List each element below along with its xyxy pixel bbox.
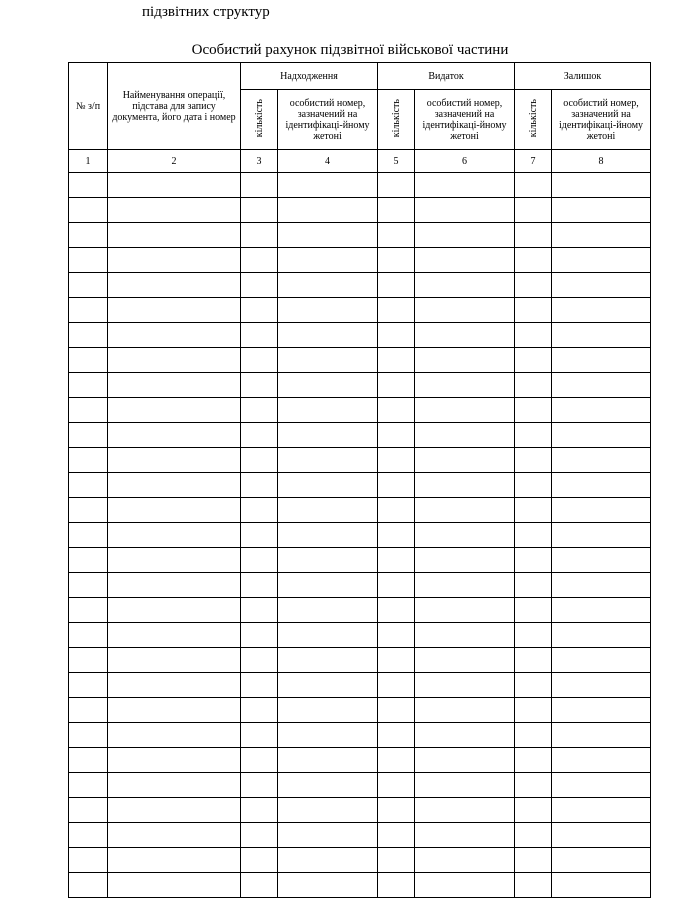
table-cell [415,373,515,398]
table-row [69,198,651,223]
table-cell [69,848,108,873]
table-cell [278,598,378,623]
table-cell [108,398,241,423]
table-cell [552,498,651,523]
table-cell [69,473,108,498]
table-cell [415,748,515,773]
table-cell [415,398,515,423]
table-cell [241,273,278,298]
table-cell [415,298,515,323]
table-cell [378,673,415,698]
table-cell [108,623,241,648]
table-row [69,398,651,423]
document-title: Особистий рахунок підзвітної військової частини [191,42,509,58]
table-cell [69,873,108,898]
table-cell [69,348,108,373]
table-cell [278,448,378,473]
income-quantity-header [241,90,278,150]
expense-number-header [415,90,515,150]
table-cell [552,448,651,473]
column-number: 4 [278,150,378,173]
table-cell [278,423,378,448]
table-cell [108,498,241,523]
column-number-row [69,150,651,173]
table-cell [515,873,552,898]
table-cell [515,198,552,223]
table-row [69,423,651,448]
table-cell [69,498,108,523]
table-row [69,573,651,598]
table-cell [108,648,241,673]
table-cell [552,598,651,623]
table-cell [552,723,651,748]
table-cell [69,598,108,623]
table-cell [69,698,108,723]
table-cell [69,198,108,223]
table-cell [108,848,241,873]
table-cell [378,723,415,748]
table-row [69,273,651,298]
table-cell [108,223,241,248]
table-cell [278,648,378,673]
table-cell [241,773,278,798]
table-row [69,873,651,898]
table-row [69,348,651,373]
table-cell [415,623,515,648]
table-cell [415,523,515,548]
table-row [69,698,651,723]
table-row [69,748,651,773]
table-cell [552,648,651,673]
top-text: підзвітних структур [142,4,270,20]
income-number-label: особистий номер, зазначений на ідентифікаці-йному жетоні [285,97,370,142]
table-cell [278,498,378,523]
table-row [69,648,651,673]
table-cell [69,448,108,473]
table-cell [69,373,108,398]
table-cell [241,873,278,898]
table-cell [69,648,108,673]
table-cell [415,273,515,298]
column-number: 6 [415,150,515,173]
table-cell [378,698,415,723]
table-cell [515,373,552,398]
table-cell [415,598,515,623]
table-row [69,448,651,473]
table-cell [278,273,378,298]
table-cell [69,273,108,298]
table-cell [515,173,552,198]
balance-quantity-label: кількість [527,98,539,138]
table-cell [378,548,415,573]
table-row [69,173,651,198]
table-cell [415,773,515,798]
table-cell [278,323,378,348]
table-cell [69,673,108,698]
table-cell [278,398,378,423]
table-cell [278,373,378,398]
table-cell [241,698,278,723]
table-cell [552,773,651,798]
table-cell [241,323,278,348]
table-cell [515,723,552,748]
group-header-balance: Залишок [515,63,651,90]
table-cell [241,473,278,498]
table-cell [278,248,378,273]
table-row [69,473,651,498]
table-cell [515,273,552,298]
table-cell [552,298,651,323]
table-cell [278,798,378,823]
table-cell [278,348,378,373]
table-cell [108,248,241,273]
table-cell [515,298,552,323]
table-row [69,498,651,523]
table-row [69,823,651,848]
table-cell [552,848,651,873]
table-cell [108,548,241,573]
column-header-operation [108,63,241,150]
table-cell [415,673,515,698]
table-cell [278,773,378,798]
table-cell [108,573,241,598]
column-number: 1 [69,150,108,173]
table-row [69,723,651,748]
table-cell [515,348,552,373]
table-cell [241,173,278,198]
table-cell [415,473,515,498]
table-cell [241,348,278,373]
ledger-body [69,173,651,898]
table-cell [515,223,552,248]
table-cell [278,748,378,773]
table-cell [241,398,278,423]
table-cell [552,873,651,898]
table-cell [278,673,378,698]
table-cell [415,698,515,723]
table-cell [378,373,415,398]
table-cell [108,823,241,848]
table-cell [108,373,241,398]
table-cell [278,848,378,873]
table-cell [378,498,415,523]
expense-quantity-header [378,90,415,150]
table-cell [108,773,241,798]
table-cell [69,173,108,198]
table-cell [415,448,515,473]
table-cell [378,623,415,648]
table-cell [552,673,651,698]
group-header-income: Надходження [241,63,378,90]
table-cell [552,398,651,423]
table-row [69,773,651,798]
table-cell [241,423,278,448]
table-cell [415,823,515,848]
table-cell [415,798,515,823]
table-cell [515,323,552,348]
table-cell [69,223,108,248]
table-cell [69,623,108,648]
group-header-expense: Видаток [378,63,515,90]
table-cell [278,198,378,223]
table-cell [241,598,278,623]
table-cell [552,223,651,248]
table-cell [108,523,241,548]
table-row [69,298,651,323]
table-cell [378,223,415,248]
table-cell [278,873,378,898]
table-cell [515,623,552,648]
table-cell [515,398,552,423]
table-cell [552,748,651,773]
table-cell [415,223,515,248]
table-cell [69,523,108,548]
table-cell [278,548,378,573]
table-row [69,798,651,823]
table-cell [515,823,552,848]
operation-header-label: Найменування операції, підстава для запису документа, його дата і номер [112,89,236,123]
table-cell [378,598,415,623]
table-cell [69,323,108,348]
income-quantity-label: кількість [253,98,265,138]
table-cell [69,298,108,323]
table-cell [108,298,241,323]
table-cell [552,198,651,223]
table-cell [552,698,651,723]
balance-number-header [552,90,651,150]
table-cell [108,348,241,373]
table-cell [241,573,278,598]
table-row [69,223,651,248]
table-row [69,673,651,698]
table-cell [108,323,241,348]
table-cell [378,873,415,898]
table-cell [515,473,552,498]
column-number: 7 [515,150,552,173]
table-cell [108,798,241,823]
table-cell [552,573,651,598]
table-cell [241,448,278,473]
table-cell [69,573,108,598]
table-cell [278,573,378,598]
table-cell [378,573,415,598]
table-cell [552,323,651,348]
table-cell [378,648,415,673]
table-cell [415,498,515,523]
table-cell [515,848,552,873]
table-cell [515,248,552,273]
table-cell [552,548,651,573]
table-cell [108,723,241,748]
table-cell [378,198,415,223]
table-cell [108,173,241,198]
table-cell [108,598,241,623]
table-cell [378,248,415,273]
table-row [69,848,651,873]
table-cell [108,748,241,773]
table-cell [241,623,278,648]
table-cell [69,798,108,823]
table-cell [515,448,552,473]
table-cell [241,723,278,748]
table-cell [241,848,278,873]
expense-quantity-label: кількість [390,98,402,138]
table-cell [515,698,552,723]
table-cell [241,248,278,273]
table-cell [241,548,278,573]
table-cell [378,748,415,773]
column-number: 8 [552,150,651,173]
table-cell [69,248,108,273]
table-row [69,373,651,398]
table-cell [278,823,378,848]
table-row [69,548,651,573]
table-cell [278,523,378,548]
table-cell [378,298,415,323]
table-cell [515,648,552,673]
table-cell [552,798,651,823]
income-number-header [278,90,378,150]
column-number: 5 [378,150,415,173]
table-cell [415,648,515,673]
table-cell [515,523,552,548]
table-cell [378,798,415,823]
table-cell [378,323,415,348]
table-cell [415,198,515,223]
table-cell [415,848,515,873]
table-cell [69,398,108,423]
table-cell [378,173,415,198]
table-cell [69,748,108,773]
table-cell [278,298,378,323]
table-cell [69,773,108,798]
table-cell [108,448,241,473]
table-cell [378,423,415,448]
column-number: 2 [108,150,241,173]
table-row [69,623,651,648]
table-cell [278,623,378,648]
table-cell [415,173,515,198]
table-cell [552,423,651,448]
table-cell [515,773,552,798]
table-cell [378,823,415,848]
table-cell [415,248,515,273]
table-cell [241,673,278,698]
table-cell [515,548,552,573]
table-cell [241,648,278,673]
table-cell [552,348,651,373]
table-cell [241,523,278,548]
table-cell [552,623,651,648]
table-row [69,598,651,623]
table-cell [552,373,651,398]
balance-quantity-header [515,90,552,150]
table-cell [515,423,552,448]
table-cell [108,673,241,698]
table-cell [415,323,515,348]
table-cell [378,348,415,373]
table-cell [69,723,108,748]
table-cell [415,423,515,448]
table-cell [378,523,415,548]
table-cell [415,573,515,598]
table-cell [69,423,108,448]
table-cell [415,548,515,573]
column-number: 3 [241,150,278,173]
table-cell [278,223,378,248]
table-cell [415,348,515,373]
table-cell [515,498,552,523]
table-cell [552,473,651,498]
column-header-no: № з/п [69,63,108,150]
table-cell [378,273,415,298]
table-cell [241,298,278,323]
table-cell [241,223,278,248]
table-cell [241,823,278,848]
table-cell [278,173,378,198]
table-cell [278,698,378,723]
table-row [69,523,651,548]
table-cell [241,748,278,773]
table-cell [415,873,515,898]
table-cell [241,373,278,398]
table-cell [378,398,415,423]
table-cell [278,473,378,498]
table-cell [515,598,552,623]
table-cell [515,748,552,773]
table-cell [415,723,515,748]
table-cell [108,473,241,498]
table-cell [552,823,651,848]
table-cell [378,848,415,873]
expense-number-label: особистий номер, зазначений на ідентифікаці-йному жетоні [422,97,507,142]
table-cell [69,823,108,848]
table-cell [108,698,241,723]
table-cell [69,548,108,573]
ledger-table [68,62,651,898]
table-cell [552,523,651,548]
table-cell [552,273,651,298]
table-cell [278,723,378,748]
table-cell [378,448,415,473]
table-cell [108,273,241,298]
table-cell [515,798,552,823]
table-cell [108,423,241,448]
table-cell [378,773,415,798]
table-cell [378,473,415,498]
table-cell [515,673,552,698]
table-cell [552,173,651,198]
table-cell [108,873,241,898]
table-cell [241,798,278,823]
table-cell [241,498,278,523]
table-row [69,323,651,348]
table-cell [552,248,651,273]
table-cell [108,198,241,223]
balance-number-label: особистий номер, зазначений на ідентифікаці-йному жетоні [558,97,644,142]
table-cell [241,198,278,223]
table-cell [515,573,552,598]
table-row [69,248,651,273]
